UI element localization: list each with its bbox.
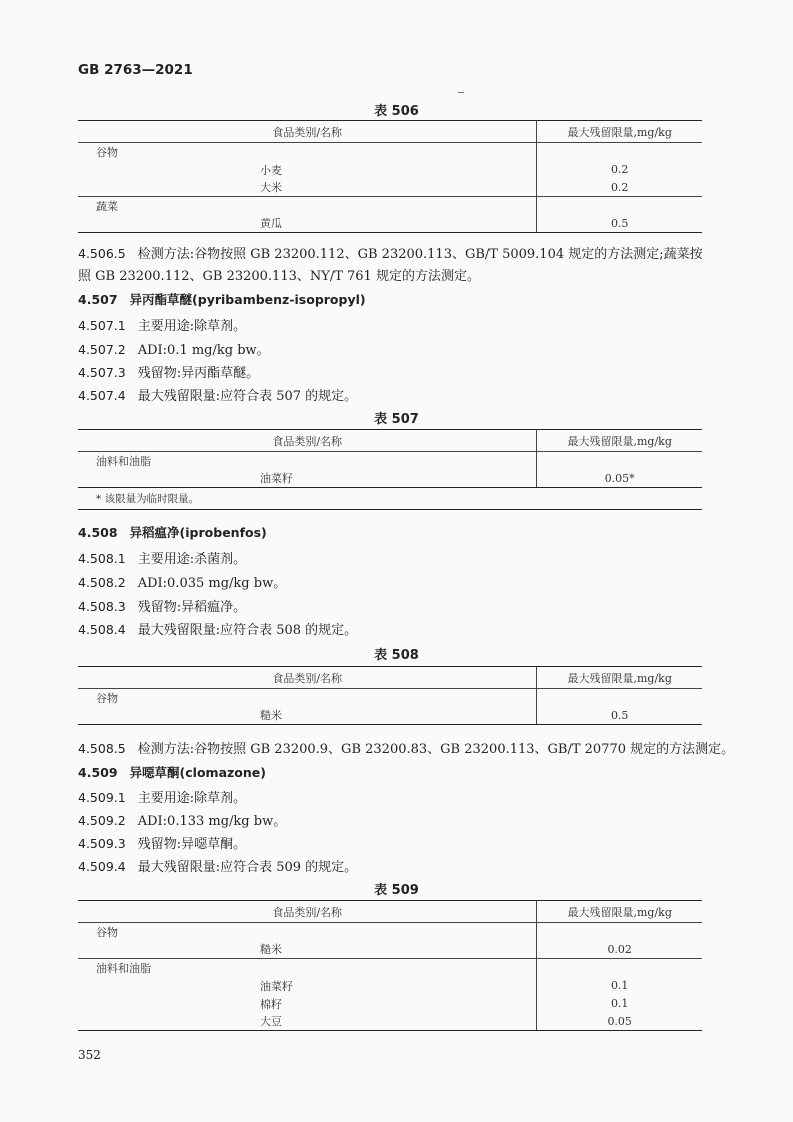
mrl-value: 0.5 (537, 707, 702, 725)
mrl-value: 0.05* (537, 470, 702, 488)
section-4-509-heading: 4.509 异噁草酮(clomazone) (78, 765, 266, 780)
section-4-507-4: 4.507.4 最大残留限量:应符合表 507 的规定。 (78, 388, 358, 404)
category-value-empty (537, 689, 702, 707)
food-name: 糙米 (78, 941, 537, 959)
page-number: 352 (78, 1048, 101, 1062)
food-group (78, 923, 702, 959)
table-header-row (78, 430, 702, 452)
table-footnote: * 该限量为临时限量。 (78, 488, 702, 510)
footnote-row (78, 488, 702, 510)
scan-mark (458, 92, 464, 93)
table-506 (78, 120, 702, 233)
section-4-509-4: 4.509.4 最大残留限量:应符合表 509 的规定。 (78, 859, 358, 875)
table-row (78, 470, 702, 488)
col-food-header: 食品类别/名称 (78, 121, 537, 143)
table-row (78, 161, 702, 179)
col-mrl-header: 最大残留限量,mg/kg (537, 667, 702, 689)
table-row (78, 1013, 702, 1031)
section-4-509-3: 4.509.3 残留物:异噁草酮。 (78, 836, 247, 852)
table-header-row (78, 901, 702, 923)
category-value-empty (537, 923, 702, 941)
col-food-header: 食品类别/名称 (78, 901, 537, 923)
col-mrl-header: 最大残留限量,mg/kg (537, 901, 702, 923)
table-507-caption: 表 507 (374, 412, 419, 427)
section-4-507-1: 4.507.1 主要用途:除草剂。 (78, 318, 247, 334)
category-row (78, 959, 702, 977)
category-value-empty (537, 197, 702, 215)
category-name: 油料和油脂 (78, 452, 537, 470)
category-name: 油料和油脂 (78, 959, 537, 977)
table-row (78, 995, 702, 1013)
mrl-value: 0.05 (537, 1013, 702, 1031)
category-row (78, 452, 702, 470)
section-4-508-5: 4.508.5 检测方法:谷物按照 GB 23200.9、GB 23200.83、GB 23200.113、GB/T 20770 规定的方法测定。 (78, 741, 735, 757)
category-name: 谷物 (78, 689, 537, 707)
section-4-508-2: 4.508.2 ADI:0.035 mg/kg bw。 (78, 575, 287, 591)
table-row (78, 179, 702, 197)
food-name: 油菜籽 (78, 470, 537, 488)
food-name: 大豆 (78, 1013, 537, 1031)
food-group (78, 452, 702, 488)
table-row (78, 215, 702, 233)
food-name: 大米 (78, 179, 537, 197)
category-value-empty (537, 143, 702, 161)
col-food-header: 食品类别/名称 (78, 430, 537, 452)
food-name: 糙米 (78, 707, 537, 725)
section-4-507-2: 4.507.2 ADI:0.1 mg/kg bw。 (78, 342, 270, 358)
section-4-507-3: 4.507.3 残留物:异丙酯草醚。 (78, 365, 260, 381)
mrl-value: 0.1 (610, 979, 629, 992)
mrl-value: 0.2 (610, 180, 629, 194)
food-name: 油菜籽 (78, 977, 537, 995)
table-row (78, 941, 702, 959)
table-506-caption: 表 506 (374, 104, 419, 119)
section-4-508-3: 4.508.3 残留物:异稻瘟净。 (78, 599, 247, 615)
food-group (78, 143, 702, 197)
category-row (78, 923, 702, 941)
category-name: 谷物 (78, 143, 537, 161)
table-row (78, 977, 702, 995)
mrl-value: 0.02 (607, 942, 632, 956)
category-row (78, 689, 702, 707)
table-row (78, 707, 702, 725)
category-value-empty (537, 452, 702, 470)
section-4-509-2: 4.509.2 ADI:0.133 mg/kg bw。 (78, 813, 287, 829)
section-4-507-heading: 4.507 异丙酯草醚(pyribambenz-isopropyl) (78, 292, 366, 307)
table-header-row (78, 667, 702, 689)
standard-code: GB 2763—2021 (78, 62, 193, 78)
mrl-value: 0.1 (610, 997, 629, 1010)
food-name: 棉籽 (78, 995, 537, 1013)
category-name: 蔬菜 (78, 197, 537, 215)
food-group (78, 197, 702, 233)
section-4-508-heading: 4.508 异稻瘟净(iprobenfos) (78, 525, 267, 540)
table-508 (78, 666, 702, 725)
food-name: 黄瓜 (78, 215, 537, 233)
category-row (78, 143, 702, 161)
section-4-508-4: 4.508.4 最大残留限量:应符合表 508 的规定。 (78, 622, 358, 638)
table-header-row (78, 121, 702, 143)
col-mrl-header: 最大残留限量,mg/kg (537, 430, 702, 452)
section-4-506-5: 4.506.5 检测方法:谷物按照 GB 23200.112、GB 23200.113、GB/T 5009.104 规定的方法测定;蔬菜按照 GB 23200.112、GB 23200.113、NY/T 761 规定的方法测定。 (78, 246, 703, 284)
section-4-509-1: 4.509.1 主要用途:除草剂。 (78, 790, 247, 806)
food-group (78, 959, 702, 1031)
table-507 (78, 429, 702, 510)
food-group (78, 689, 702, 725)
table-509 (78, 900, 702, 1031)
category-name: 谷物 (78, 923, 537, 941)
table-509-caption: 表 509 (374, 883, 419, 898)
col-mrl-header: 最大残留限量,mg/kg (537, 121, 702, 143)
table-508-caption: 表 508 (374, 648, 419, 663)
category-value-empty (537, 959, 702, 977)
category-row (78, 197, 702, 215)
food-name: 小麦 (78, 161, 537, 179)
col-food-header: 食品类别/名称 (78, 667, 537, 689)
mrl-value: 0.2 (610, 163, 629, 176)
section-4-508-1: 4.508.1 主要用途:杀菌剂。 (78, 551, 247, 567)
mrl-value: 0.5 (537, 215, 702, 233)
